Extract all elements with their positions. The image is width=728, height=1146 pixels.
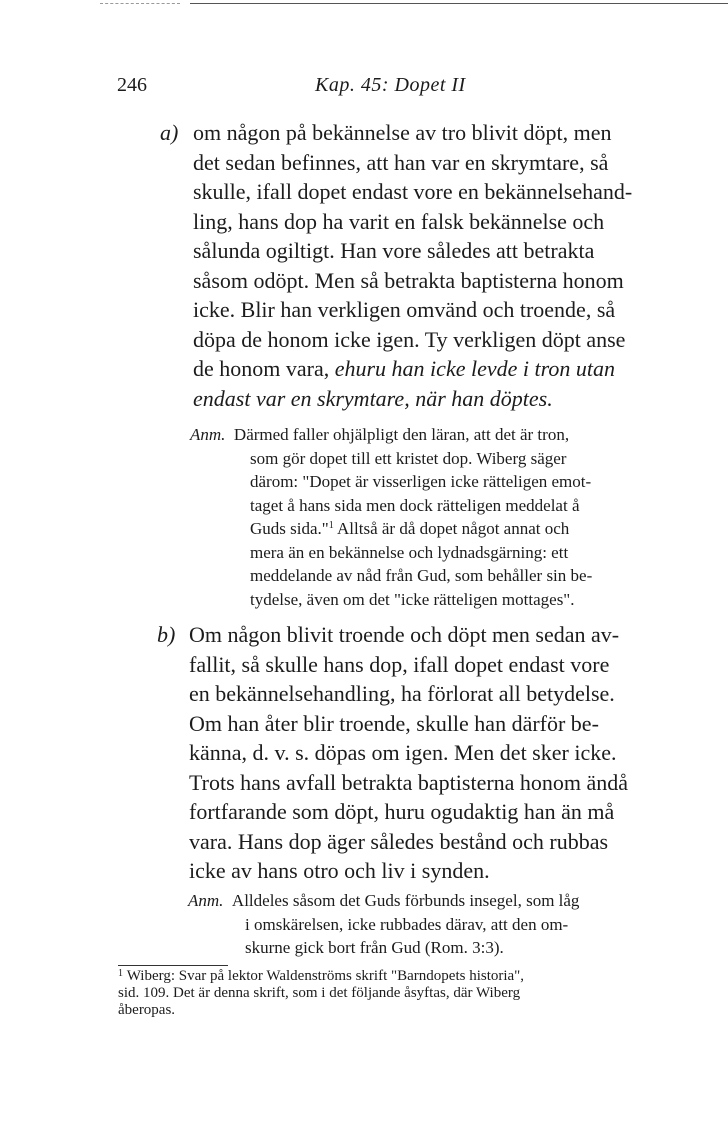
- section-b-line: Om någon blivit troende och döpt men sedan av-: [189, 622, 620, 647]
- section-b-marker: b): [157, 622, 176, 647]
- section-b-line: Om han åter blir troende, skulle han därför be-: [189, 710, 599, 736]
- annotation-a-text: Därmed faller ohjälpligt den läran, att det är tron,: [233, 425, 570, 444]
- annotation-b-first-line: [188, 889, 579, 913]
- section-b-line: fallit, så skulle hans dop, ifall dopet endast vore: [189, 651, 610, 677]
- section-a-line-text: de honom vara,: [193, 356, 330, 381]
- footnote-text: Wiberg: Svar på lektor Waldenströms skrift "Barndopets historia",: [126, 968, 525, 984]
- top-rule-dashed: [100, 3, 180, 4]
- section-a-italic-text: ehuru han icke levde i tron utan: [334, 356, 615, 381]
- annotation-a-line: som gör dopet till ett kristet dop. Wiberg säger: [250, 448, 567, 468]
- footnote-ref[interactable]: 1: [328, 520, 334, 531]
- section-b-line: en bekännelsehandling, ha förlorat all betydelse.: [189, 681, 615, 706]
- section-a-line: det sedan befinnes, att han var en skrymtare, så: [193, 149, 609, 175]
- footnote-line: sid. 109. Det är denna skrift, som i det följande åsyftas, där Wiberg: [118, 985, 521, 1001]
- section-b-line: icke av hans otro och liv i synden.: [189, 858, 490, 883]
- annotation-a-line: meddelande av nåd från Gud, som behåller sin be-: [250, 566, 593, 585]
- annotation-a-label: Anm.: [190, 425, 226, 444]
- annotation-b-line: i omskärelsen, icke rubbades därav, att den om-: [245, 914, 569, 934]
- section-a-line: ling, hans dop ha varit en falsk bekännelse och: [193, 208, 605, 234]
- footnote-line: [118, 968, 524, 985]
- annotation-a-text: Guds sida.": [250, 519, 329, 538]
- page-number: 246: [117, 74, 147, 96]
- annotation-a-line: taget å hans sida men dock rätteligen meddelat å: [250, 495, 580, 515]
- section-a-line: icke. Blir han verkligen omvänd och troende, så: [193, 297, 616, 322]
- section-a-line: om någon på bekännelse av tro blivit döpt, men: [193, 120, 612, 145]
- annotation-a-line: mera än en bekännelse och lydnadsgärning: ett: [250, 542, 569, 562]
- footnote-line: åberopas.: [118, 1002, 176, 1018]
- section-a-line: såsom odöpt. Men så betrakta baptisterna honom: [193, 267, 624, 293]
- annotation-a-text: Alltså är då dopet något annat och: [333, 519, 570, 538]
- section-a-line: skulle, ifall dopet endast vore en bekännelsehand-: [193, 179, 633, 204]
- annotation-a-line: därom: "Dopet är visserligen icke rätteligen emot-: [250, 472, 592, 491]
- section-a-marker: a): [160, 120, 179, 145]
- section-a-line: [193, 354, 615, 384]
- section-b-line: fortfarande som döpt, huru ogudaktig han än må: [189, 799, 615, 824]
- annotation-a-line: tydelse, även om det "icke rätteligen mottages".: [250, 589, 575, 609]
- annotation-a-line: [250, 517, 569, 541]
- annotation-b-line: skurne gick bort från Gud (Rom. 3:3).: [245, 938, 504, 957]
- section-a-italic-line: endast var en skrymtare, när han döptes.: [193, 385, 553, 411]
- page-header: [117, 74, 677, 104]
- section-b-line: Trots hans avfall betrakta baptisterna honom ändå: [189, 769, 629, 795]
- section-a-line: sålunda ogiltigt. Han vore således att betrakta: [193, 238, 595, 263]
- top-rule: [190, 3, 728, 4]
- footnote-number: 1: [118, 968, 123, 979]
- annotation-b-text: Alldeles såsom det Guds förbunds insegel, som låg: [231, 891, 580, 910]
- footnote-rule: [118, 965, 228, 966]
- section-b-line: känna, d. v. s. döpas om igen. Men det sker icke.: [189, 740, 617, 765]
- running-title: Kap. 45: Dopet II: [315, 74, 466, 96]
- annotation-b-label: Anm.: [188, 891, 224, 910]
- section-a-line: döpa de honom icke igen. Ty verkligen döpt anse: [193, 326, 626, 352]
- annotation-a-first-line: [190, 423, 569, 447]
- section-b-line: vara. Hans dop äger således bestånd och rubbas: [189, 828, 609, 854]
